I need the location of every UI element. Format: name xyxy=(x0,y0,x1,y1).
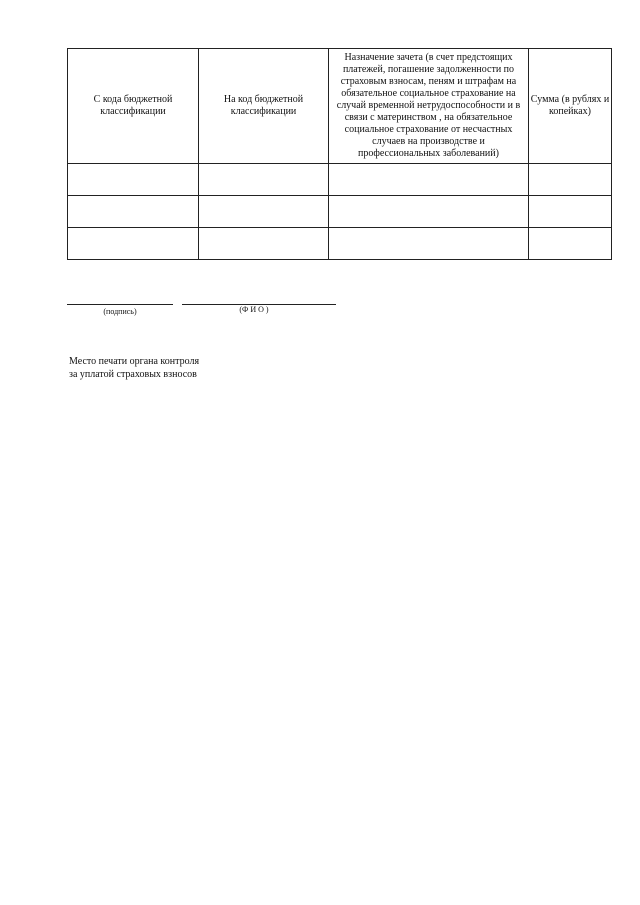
stamp-note-line-2: за уплатой страховых взносов xyxy=(69,369,197,380)
cell-from-code xyxy=(68,228,199,260)
header-to-code: На код бюджетной классификации xyxy=(199,49,329,164)
cell-purpose xyxy=(329,228,529,260)
table-row xyxy=(68,196,612,228)
cell-sum xyxy=(529,196,612,228)
cell-from-code xyxy=(68,196,199,228)
cell-sum xyxy=(529,228,612,260)
header-purpose: Назначение зачета (в счет предстоящих платежей, погашение задолженности по страховым взносам, пеням и штрафам на обязательное социальное страхование на случай временной нетрудоспособности и в связи с материнством , на обязательное социальное страхование от несчастных случаев на производстве и профессиональных заболеваний) xyxy=(329,49,529,164)
signature-label: (подпись) xyxy=(103,307,137,316)
cell-to-code xyxy=(199,164,329,196)
table-row xyxy=(68,228,612,260)
cell-to-code xyxy=(199,228,329,260)
header-sum: Сумма (в рублях и копейках) xyxy=(529,49,612,164)
signature-line xyxy=(67,304,173,305)
cell-to-code xyxy=(199,196,329,228)
stamp-note-line-1: Место печати органа контроля xyxy=(69,356,200,367)
cell-purpose xyxy=(329,196,529,228)
header-from-code: С кода бюджетной классификации xyxy=(68,49,199,164)
full-name-label: (Ф И О ) xyxy=(239,305,269,314)
cell-purpose xyxy=(329,164,529,196)
offset-table xyxy=(67,48,612,260)
cell-from-code xyxy=(68,164,199,196)
table-header-row xyxy=(68,49,612,164)
cell-sum xyxy=(529,164,612,196)
stamp-place-note xyxy=(69,355,199,381)
table-row xyxy=(68,164,612,196)
